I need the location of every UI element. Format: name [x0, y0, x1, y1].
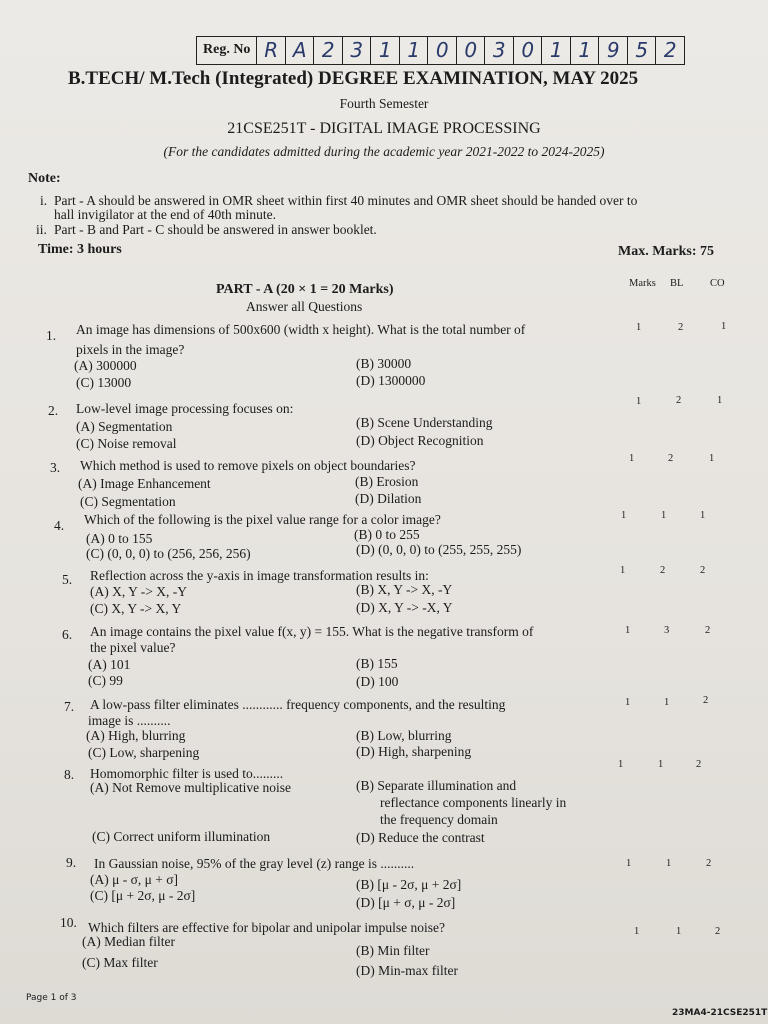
question-text-cont: image is .......... — [88, 713, 171, 728]
marks-value: 1 — [620, 565, 626, 576]
reg-digit: 2 — [663, 38, 677, 62]
note-i-text2: hall invigilator at the end of 40th minute. — [54, 207, 276, 222]
co-value: 1 — [709, 453, 715, 464]
option-a: (A) X, Y -> X, -Y — [90, 584, 187, 599]
option-b-cont: the frequency domain — [380, 812, 498, 827]
option-c: (C) Segmentation — [80, 494, 176, 509]
option-d: (D) High, sharpening — [356, 744, 472, 759]
col-marks: Marks — [629, 278, 656, 289]
option-c: (C) (0, 0, 0) to (256, 256, 256) — [86, 546, 251, 561]
option-b: (B) 155 — [356, 656, 398, 671]
bl-value: 2 — [678, 322, 684, 333]
question-text-cont: the pixel value? — [90, 640, 176, 655]
reg-digit: A — [286, 37, 315, 64]
option-c: (C) 99 — [88, 673, 123, 688]
question-text: Which method is used to remove pixels on object boundaries? — [80, 458, 416, 473]
option-b-cont: reflectance components linearly in — [380, 795, 567, 810]
part-a-title: PART - A (20 × 1 = 20 Marks) — [216, 282, 394, 297]
option-a: (A) Image Enhancement — [78, 476, 211, 491]
co-value: 1 — [700, 510, 706, 521]
co-value: 2 — [706, 858, 712, 869]
question-text: Which filters are effective for bipolar and unipolar impulse noise? — [88, 920, 445, 935]
marks-value: 1 — [626, 858, 632, 869]
option-d: (D) Object Recognition — [356, 433, 484, 448]
marks-value: 1 — [621, 510, 627, 521]
reg-digit: 2 — [314, 37, 343, 64]
note-i-prefix: i. — [40, 193, 48, 208]
co-value: 2 — [700, 565, 706, 576]
option-b: (B) Min filter — [356, 943, 430, 958]
max-marks: Max. Marks: 75 — [618, 244, 715, 259]
option-c: (C) [μ + 2σ, μ - 2σ] — [90, 888, 196, 903]
bl-value: 2 — [668, 453, 674, 464]
reg-digit: 3 — [343, 37, 372, 64]
option-c: (C) Low, sharpening — [88, 745, 200, 760]
option-a: (A) Not Remove multiplicative noise — [90, 780, 291, 795]
option-c: (C) Max filter — [82, 955, 158, 970]
note-title: Note: — [28, 171, 61, 186]
question-number: 10. — [60, 915, 77, 930]
question-number: 7. — [64, 699, 75, 714]
option-b: (B) 0 to 255 — [354, 527, 420, 542]
bl-value: 2 — [660, 565, 666, 576]
bl-value: 3 — [664, 625, 670, 636]
question-text: Reflection across the y-axis in image transformation results in: — [90, 568, 429, 583]
co-value: 1 — [717, 395, 723, 406]
reg-digit: 0 — [514, 37, 543, 64]
reg-digit: 0 — [428, 37, 457, 64]
option-d: (D) Dilation — [355, 491, 422, 506]
bl-value: 1 — [658, 759, 664, 770]
bl-value: 1 — [676, 926, 682, 937]
note-i-text: Part - A should be answered in OMR sheet within first 40 minutes and OMR sheet should be handed over to — [54, 193, 638, 208]
question-number: 5. — [62, 572, 73, 587]
co-value: 2 — [715, 926, 721, 937]
reg-digit: R — [257, 37, 286, 64]
bl-value: 1 — [666, 858, 672, 869]
reg-digit: 9 — [599, 37, 628, 64]
option-d: (D) [μ + σ, μ - 2σ] — [356, 895, 456, 910]
option-d: (D) (0, 0, 0) to (255, 255, 255) — [356, 542, 522, 557]
reg-digit: 1 — [400, 37, 429, 64]
question-text: Homomorphic filter is used to......... — [90, 766, 284, 781]
option-c: (C) Correct uniform illumination — [92, 829, 271, 844]
col-co: CO — [710, 278, 725, 289]
reg-digit: 1 — [571, 37, 600, 64]
question-number: 1. — [46, 328, 57, 343]
option-a: (A) High, blurring — [86, 728, 186, 743]
reg-label: Reg. No — [197, 37, 257, 64]
question-number: 2. — [48, 403, 59, 418]
question-text: A low-pass filter eliminates ............ frequency components, and the resulting — [90, 697, 506, 712]
question-number: 4. — [54, 518, 65, 533]
registration-number-box — [196, 36, 685, 65]
option-b: (B) Erosion — [355, 474, 419, 489]
co-value: 2 — [705, 625, 711, 636]
marks-value: 1 — [625, 697, 631, 708]
time-allowed: Time: 3 hours — [38, 242, 122, 257]
option-d: (D) 100 — [356, 674, 399, 689]
question-text: Low-level image processing focuses on: — [76, 401, 294, 416]
question-text: Which of the following is the pixel value range for a color image? — [84, 512, 441, 527]
option-a: (A) Median filter — [82, 934, 175, 949]
reg-digit: 1 — [371, 37, 400, 64]
option-b: (B) 30000 — [356, 356, 412, 371]
question-number: 3. — [50, 460, 61, 475]
question-text: In Gaussian noise, 95% of the gray level (z) range is .......... — [94, 856, 415, 871]
option-a: (A) 300000 — [74, 358, 137, 373]
question-number: 8. — [64, 767, 75, 782]
reg-digit: 3 — [485, 37, 514, 64]
question-text-cont: pixels in the image? — [76, 342, 185, 357]
option-a: (A) Segmentation — [76, 419, 173, 434]
marks-value: 1 — [636, 322, 642, 333]
reg-digit: 0 — [457, 37, 486, 64]
co-value: 1 — [721, 321, 727, 332]
option-b: (B) Scene Understanding — [356, 415, 493, 430]
option-d: (D) Min-max filter — [356, 963, 458, 978]
bl-value: 2 — [676, 395, 682, 406]
co-value: 2 — [703, 695, 709, 706]
marks-value: 1 — [634, 926, 640, 937]
option-b: (B) [μ - 2σ, μ + 2σ] — [356, 877, 462, 892]
reg-digit: 1 — [542, 37, 571, 64]
candidates-note: (For the candidates admitted during the academic year 2021-2022 to 2024-2025) — [163, 144, 605, 159]
option-a: (A) μ - σ, μ + σ] — [90, 872, 179, 887]
col-bl: BL — [670, 278, 684, 289]
option-b: (B) Low, blurring — [356, 728, 452, 743]
marks-value: 1 — [618, 759, 624, 770]
option-c: (C) 13000 — [76, 375, 132, 390]
option-a: (A) 101 — [88, 657, 131, 672]
option-d: (D) X, Y -> -X, Y — [356, 600, 453, 615]
option-b: (B) X, Y -> X, -Y — [356, 582, 453, 597]
course-title: 21CSE251T - DIGITAL IMAGE PROCESSING — [227, 120, 541, 137]
bl-value: 1 — [664, 697, 670, 708]
note-ii-text: Part - B and Part - C should be answered in answer booklet. — [54, 222, 377, 237]
reg-digit: 5 — [628, 37, 657, 64]
marks-value: 1 — [625, 625, 631, 636]
question-number: 9. — [66, 855, 77, 870]
option-d: (D) 1300000 — [356, 373, 426, 388]
part-a-instruction: Answer all Questions — [246, 299, 363, 314]
question-text: An image contains the pixel value f(x, y) = 155. What is the negative transform of — [90, 624, 534, 639]
marks-value: 1 — [629, 453, 635, 464]
option-d: (D) Reduce the contrast — [356, 830, 485, 845]
option-c: (C) X, Y -> X, Y — [90, 601, 182, 616]
co-value: 2 — [696, 759, 702, 770]
page-number: Page 1 of 3 — [26, 993, 77, 1003]
exam-title: B.TECH/ M.Tech (Integrated) DEGREE EXAMINATION, MAY 2025 — [68, 68, 639, 89]
paper-code: 23MA4-21CSE251T — [672, 1008, 768, 1018]
question-number: 6. — [62, 627, 73, 642]
option-b: (B) Separate illumination and — [356, 778, 517, 793]
option-c: (C) Noise removal — [76, 436, 177, 451]
option-a: (A) 0 to 155 — [86, 531, 153, 546]
question-text: An image has dimensions of 500x600 (width x height). What is the total number of — [76, 322, 526, 337]
bl-value: 1 — [661, 510, 667, 521]
marks-value: 1 — [636, 396, 642, 407]
note-ii-prefix: ii. — [36, 222, 47, 237]
semester: Fourth Semester — [339, 96, 429, 111]
